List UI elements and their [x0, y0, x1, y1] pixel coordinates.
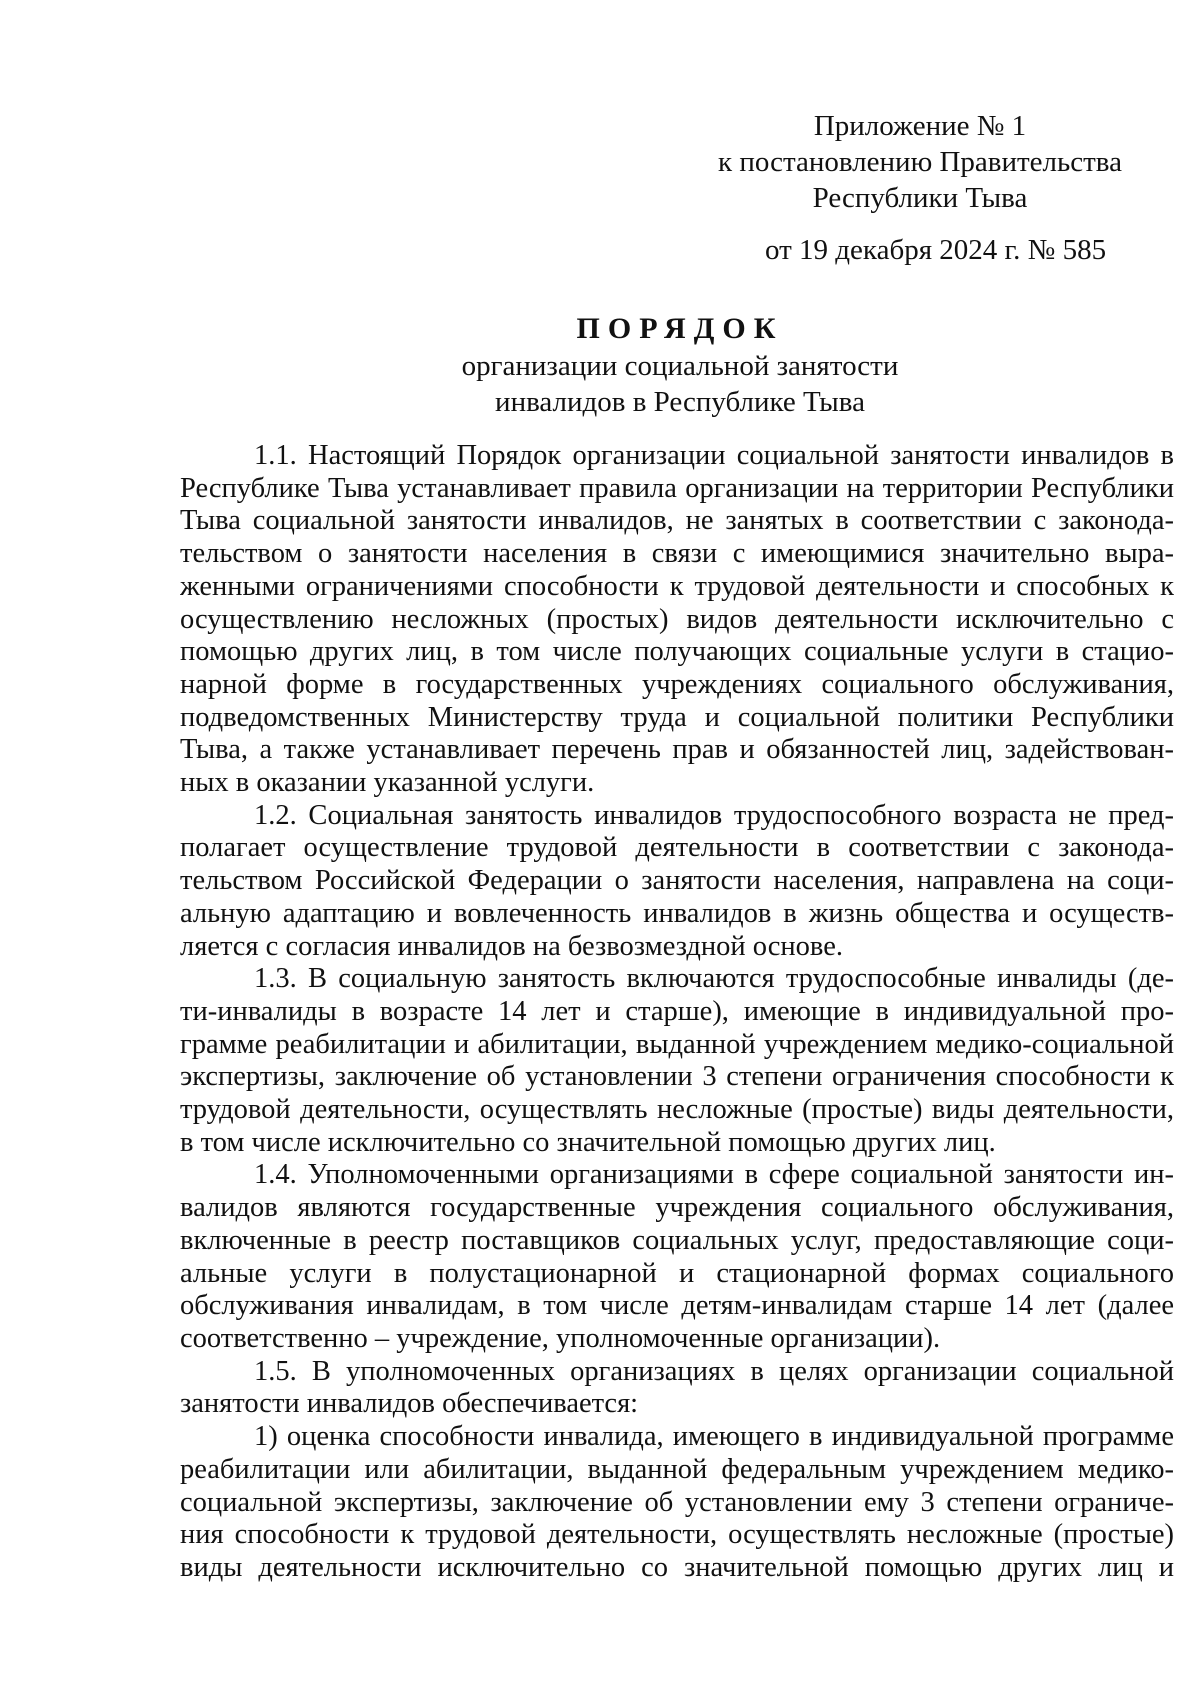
paragraph-1-5: [180, 1356, 1174, 1421]
text-line: соответственно – учреждение, уполномоченные организации).: [180, 1322, 941, 1354]
text-line: женными ограничениями способности к трудовой деятельности и способных к: [180, 570, 1174, 602]
document-subtitle: [180, 348, 1180, 420]
text-line: ляется с согласия инвалидов на безвозмездной основе.: [180, 930, 843, 962]
text-line: альную адаптацию и вовлеченность инвалидов в жизнь общества и осуществ-: [180, 897, 1174, 929]
text-line: 1.1. Настоящий Порядок организации социальной занятости инвалидов в: [254, 440, 1174, 471]
text-line: 1.4. Уполномоченными организациями в сфере социальной занятости ин-: [254, 1159, 1174, 1191]
text-line: 1.2. Социальная занятость инвалидов трудоспособного возраста не пред-: [254, 799, 1174, 831]
text-line: занятости инвалидов обеспечивается:: [180, 1388, 639, 1420]
appendix-line: Приложение № 1: [813, 110, 1027, 142]
paragraph-1-3: [180, 963, 1174, 1159]
appendix-header: [700, 108, 1140, 216]
text-line: тельством Российской Федерации о занятости населения, направлена на соци-: [180, 865, 1174, 897]
text-line: включенные в реестр поставщиков социальных услуг, предоставляющие соци-: [180, 1224, 1174, 1256]
text-line: грамме реабилитации и абилитации, выданной учреждением медико-социальной: [180, 1028, 1174, 1060]
text-line: 1.3. В социальную занятость включаются трудоспособные инвалиды (де-: [254, 963, 1174, 995]
text-line: ных в оказании указанной услуги.: [180, 767, 595, 799]
text-line: Тыва социальной занятости инвалидов, не занятых в соответствии с законода-: [180, 505, 1174, 537]
appendix-line: к постановлению Правительства: [718, 146, 1122, 178]
appendix-line: Республики Тыва: [812, 182, 1028, 214]
subtitle-line: организации социальной занятости: [461, 350, 899, 382]
title-block: [180, 310, 1180, 420]
text-line: экспертизы, заключение об установлении 3 степени ограничения способности к: [180, 1061, 1174, 1093]
text-line: в том числе исключительно со значительной помощью других лиц.: [180, 1126, 996, 1158]
appendix-date: от 19 декабря 2024 г. № 585: [765, 234, 1107, 266]
text-line: полагает осуществление трудовой деятельности в соответствии с законода-: [180, 832, 1174, 864]
text-line: подведомственных Министерству труда и социальной политики Республики: [180, 701, 1174, 733]
text-line: помощью других лиц, в том числе получающих социальные услуги в стацио-: [180, 636, 1174, 668]
text-line: социальной экспертизы, заключение об установлении ему 3 степени ограниче-: [180, 1486, 1174, 1518]
text-line: нарной форме в государственных учреждениях социального обслуживания,: [180, 668, 1174, 700]
text-line: реабилитации или абилитации, выданной федеральным учреждением медико-: [180, 1453, 1174, 1485]
text-line: ния способности к трудовой деятельности, осуществлять несложные (простые): [180, 1519, 1174, 1551]
document-title: ПОРЯДОК: [576, 312, 784, 345]
text-line: 1.5. В уполномоченных организациях в целях организации социальной: [254, 1355, 1174, 1387]
text-line: валидов являются государственные учреждения социального обслуживания,: [180, 1192, 1174, 1224]
text-line: осуществлению несложных (простых) видов деятельности исключительно с: [180, 603, 1174, 635]
text-line: Республике Тыва устанавливает правила организации на территории Республики: [180, 472, 1174, 504]
text-line: Тыва, а также устанавливает перечень прав и обязанностей лиц, задействован-: [180, 734, 1174, 766]
paragraph-1-4: [180, 1159, 1174, 1355]
text-line: ти-инвалиды в возрасте 14 лет и старше), имеющие в индивидуальной про-: [180, 995, 1174, 1027]
text-line: виды деятельности исключительно со значительной помощью других лиц и: [180, 1551, 1174, 1583]
text-line: трудовой деятельности, осуществлять несложные (простые) виды деятельности,: [180, 1094, 1174, 1126]
paragraph-item-1: [180, 1421, 1174, 1585]
text-line: тельством о занятости населения в связи с имеющимися значительно выра-: [180, 538, 1174, 570]
text-line: обслуживания инвалидам, в том числе детям-инвалидам старше 14 лет (далее: [180, 1290, 1174, 1322]
text-line: альные услуги в полустационарной и стационарной формах социального: [180, 1257, 1174, 1289]
document-body: [180, 440, 1174, 1585]
paragraph-1-1: [180, 440, 1174, 800]
paragraph-1-2: [180, 800, 1174, 964]
text-line: 1) оценка способности инвалида, имеющего в индивидуальной программе: [254, 1421, 1174, 1453]
subtitle-line: инвалидов в Республике Тыва: [495, 386, 865, 418]
